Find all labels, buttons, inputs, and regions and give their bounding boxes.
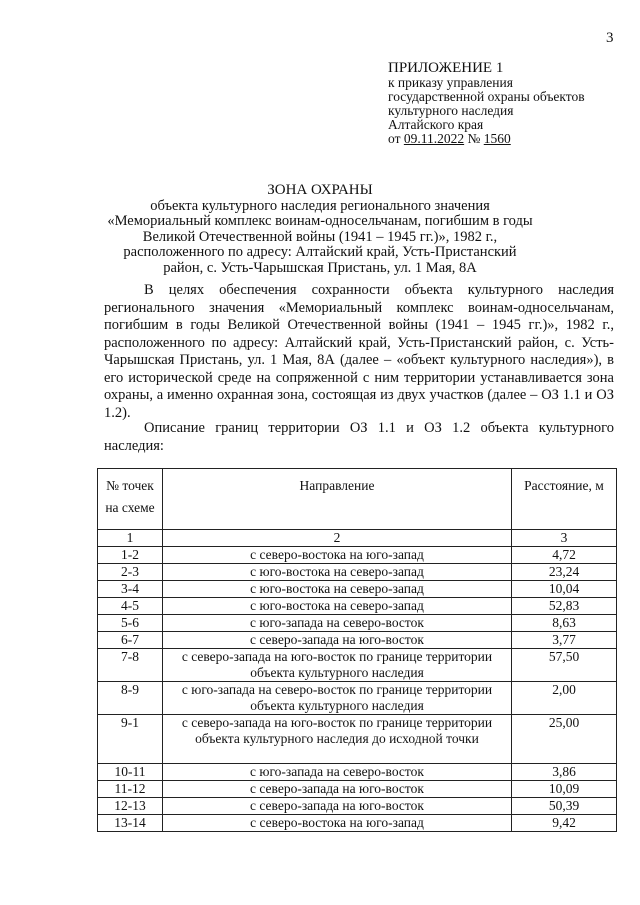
table-row bbox=[98, 715, 617, 764]
table-row bbox=[98, 581, 617, 598]
zone-heading: ЗОНА ОХРАНЫ bbox=[267, 182, 373, 198]
appendix-line: культурного наследия bbox=[388, 103, 514, 118]
order-number: 1560 bbox=[483, 131, 511, 146]
page-number: 3 bbox=[606, 30, 614, 46]
distance-cell: 57,50 bbox=[512, 649, 617, 682]
direction-cell: с юго-востока на северо-запад bbox=[163, 598, 512, 615]
direction-cell: с юго-запада на северо-восток bbox=[163, 764, 512, 781]
appendix-head: ПРИЛОЖЕНИЕ 1 bbox=[388, 60, 504, 76]
points-cell: 6-7 bbox=[98, 632, 163, 649]
points-cell: 10-11 bbox=[98, 764, 163, 781]
table-row bbox=[98, 649, 617, 682]
distance-cell: 3,86 bbox=[512, 764, 617, 781]
intro-paragraph: В целях обеспечения сохранности объекта культурного наследия регионального значения «Мемориальный комплекс воинам-односельчанам, погибшим в годы Великой Отечественной войны (1941 – 1945 гг.)», 1982 г., расположенного по адресу: Алтайский край, Усть-Пристанский район, с. Усть-Чарышская Пристань, ул. 1 Мая, 8А (далее – «объект культурного наследия»), в его исторической среде на сопряженной с ним территории устанавливается зона охраны, а именно охранная зона, состоящая из двух участков (далее – ОЗ 1.1 и ОЗ 1.2). bbox=[104, 282, 614, 421]
points-cell: 9-1 bbox=[98, 715, 163, 764]
appendix-line: Алтайского края bbox=[388, 117, 484, 132]
direction-cell: с северо-востока на юго-запад bbox=[163, 815, 512, 832]
table-row bbox=[98, 798, 617, 815]
distance-cell: 2,00 bbox=[512, 682, 617, 715]
points-cell: 1-2 bbox=[98, 547, 163, 564]
table-row bbox=[98, 547, 617, 564]
direction-cell: с юго-востока на северо-запад bbox=[163, 581, 512, 598]
table-row bbox=[98, 764, 617, 781]
distance-cell: 8,63 bbox=[512, 615, 617, 632]
column-number: 3 bbox=[512, 530, 617, 547]
direction-cell: с северо-запада на юго-восток bbox=[163, 781, 512, 798]
table-row bbox=[98, 564, 617, 581]
table-row bbox=[98, 598, 617, 615]
order-date: 09.11.2022 bbox=[403, 131, 465, 146]
boundary-table bbox=[97, 468, 617, 832]
table-row bbox=[98, 632, 617, 649]
direction-cell: с юго-запада на северо-восток bbox=[163, 615, 512, 632]
column-number: 2 bbox=[163, 530, 512, 547]
title-line: район, с. Усть-Чарышская Пристань, ул. 1 Мая, 8А bbox=[163, 259, 477, 276]
distance-cell: 25,00 bbox=[512, 715, 617, 764]
distance-cell: 23,24 bbox=[512, 564, 617, 581]
points-cell: 3-4 bbox=[98, 581, 163, 598]
column-number-row bbox=[98, 530, 617, 547]
points-cell: 7-8 bbox=[98, 649, 163, 682]
table-row bbox=[98, 682, 617, 715]
points-cell: 8-9 bbox=[98, 682, 163, 715]
direction-cell: с северо-запада на юго-восток по границе территории объекта культурного наследия до исходной точки bbox=[163, 715, 512, 764]
appendix-block bbox=[388, 60, 628, 146]
direction-cell: с северо-запада на юго-восток bbox=[163, 798, 512, 815]
points-cell: 5-6 bbox=[98, 615, 163, 632]
direction-cell: с северо-запада на юго-восток bbox=[163, 632, 512, 649]
title-line: «Мемориальный комплекс воинам-односельчанам, погибшим в годы bbox=[107, 213, 533, 229]
column-number: 1 bbox=[98, 530, 163, 547]
points-cell: 13-14 bbox=[98, 815, 163, 832]
table-row bbox=[98, 781, 617, 798]
distance-cell: 4,72 bbox=[512, 547, 617, 564]
appendix-date-line bbox=[388, 132, 628, 146]
date-prefix: от bbox=[388, 131, 401, 146]
distance-cell: 3,77 bbox=[512, 632, 617, 649]
header-direction: Направление bbox=[163, 469, 512, 530]
table-row bbox=[98, 615, 617, 632]
direction-cell: с юго-запада на северо-восток по границе территории объекта культурного наследия bbox=[163, 682, 512, 715]
points-cell: 11-12 bbox=[98, 781, 163, 798]
points-cell: 12-13 bbox=[98, 798, 163, 815]
direction-cell: с юго-востока на северо-запад bbox=[163, 564, 512, 581]
distance-cell: 50,39 bbox=[512, 798, 617, 815]
distance-cell: 10,04 bbox=[512, 581, 617, 598]
title-line: Великой Отечественной войны (1941 – 1945 гг.)», 1982 г., bbox=[142, 228, 498, 245]
points-cell: 4-5 bbox=[98, 598, 163, 615]
number-sign: № bbox=[467, 131, 481, 146]
direction-cell: с северо-востока на юго-запад bbox=[163, 547, 512, 564]
distance-cell: 10,09 bbox=[512, 781, 617, 798]
document-title bbox=[100, 183, 540, 276]
appendix-line: к приказу управления bbox=[388, 75, 513, 90]
description-paragraph: Описание границ территории ОЗ 1.1 и ОЗ 1.2 объекта культурного наследия: bbox=[104, 420, 614, 454]
table-row bbox=[98, 815, 617, 832]
title-line: расположенного по адресу: Алтайский край, Усть-Пристанский bbox=[123, 244, 517, 260]
title-line: объекта культурного наследия регионального значения bbox=[150, 197, 490, 214]
appendix-line: государственной охраны объектов bbox=[388, 89, 585, 104]
header-distance: Расстояние, м bbox=[512, 469, 617, 530]
direction-cell: с северо-запада на юго-восток по границе территории объекта культурного наследия bbox=[163, 649, 512, 682]
distance-cell: 52,83 bbox=[512, 598, 617, 615]
distance-cell: 9,42 bbox=[512, 815, 617, 832]
points-cell: 2-3 bbox=[98, 564, 163, 581]
header-points: № точек на схеме bbox=[98, 469, 163, 530]
